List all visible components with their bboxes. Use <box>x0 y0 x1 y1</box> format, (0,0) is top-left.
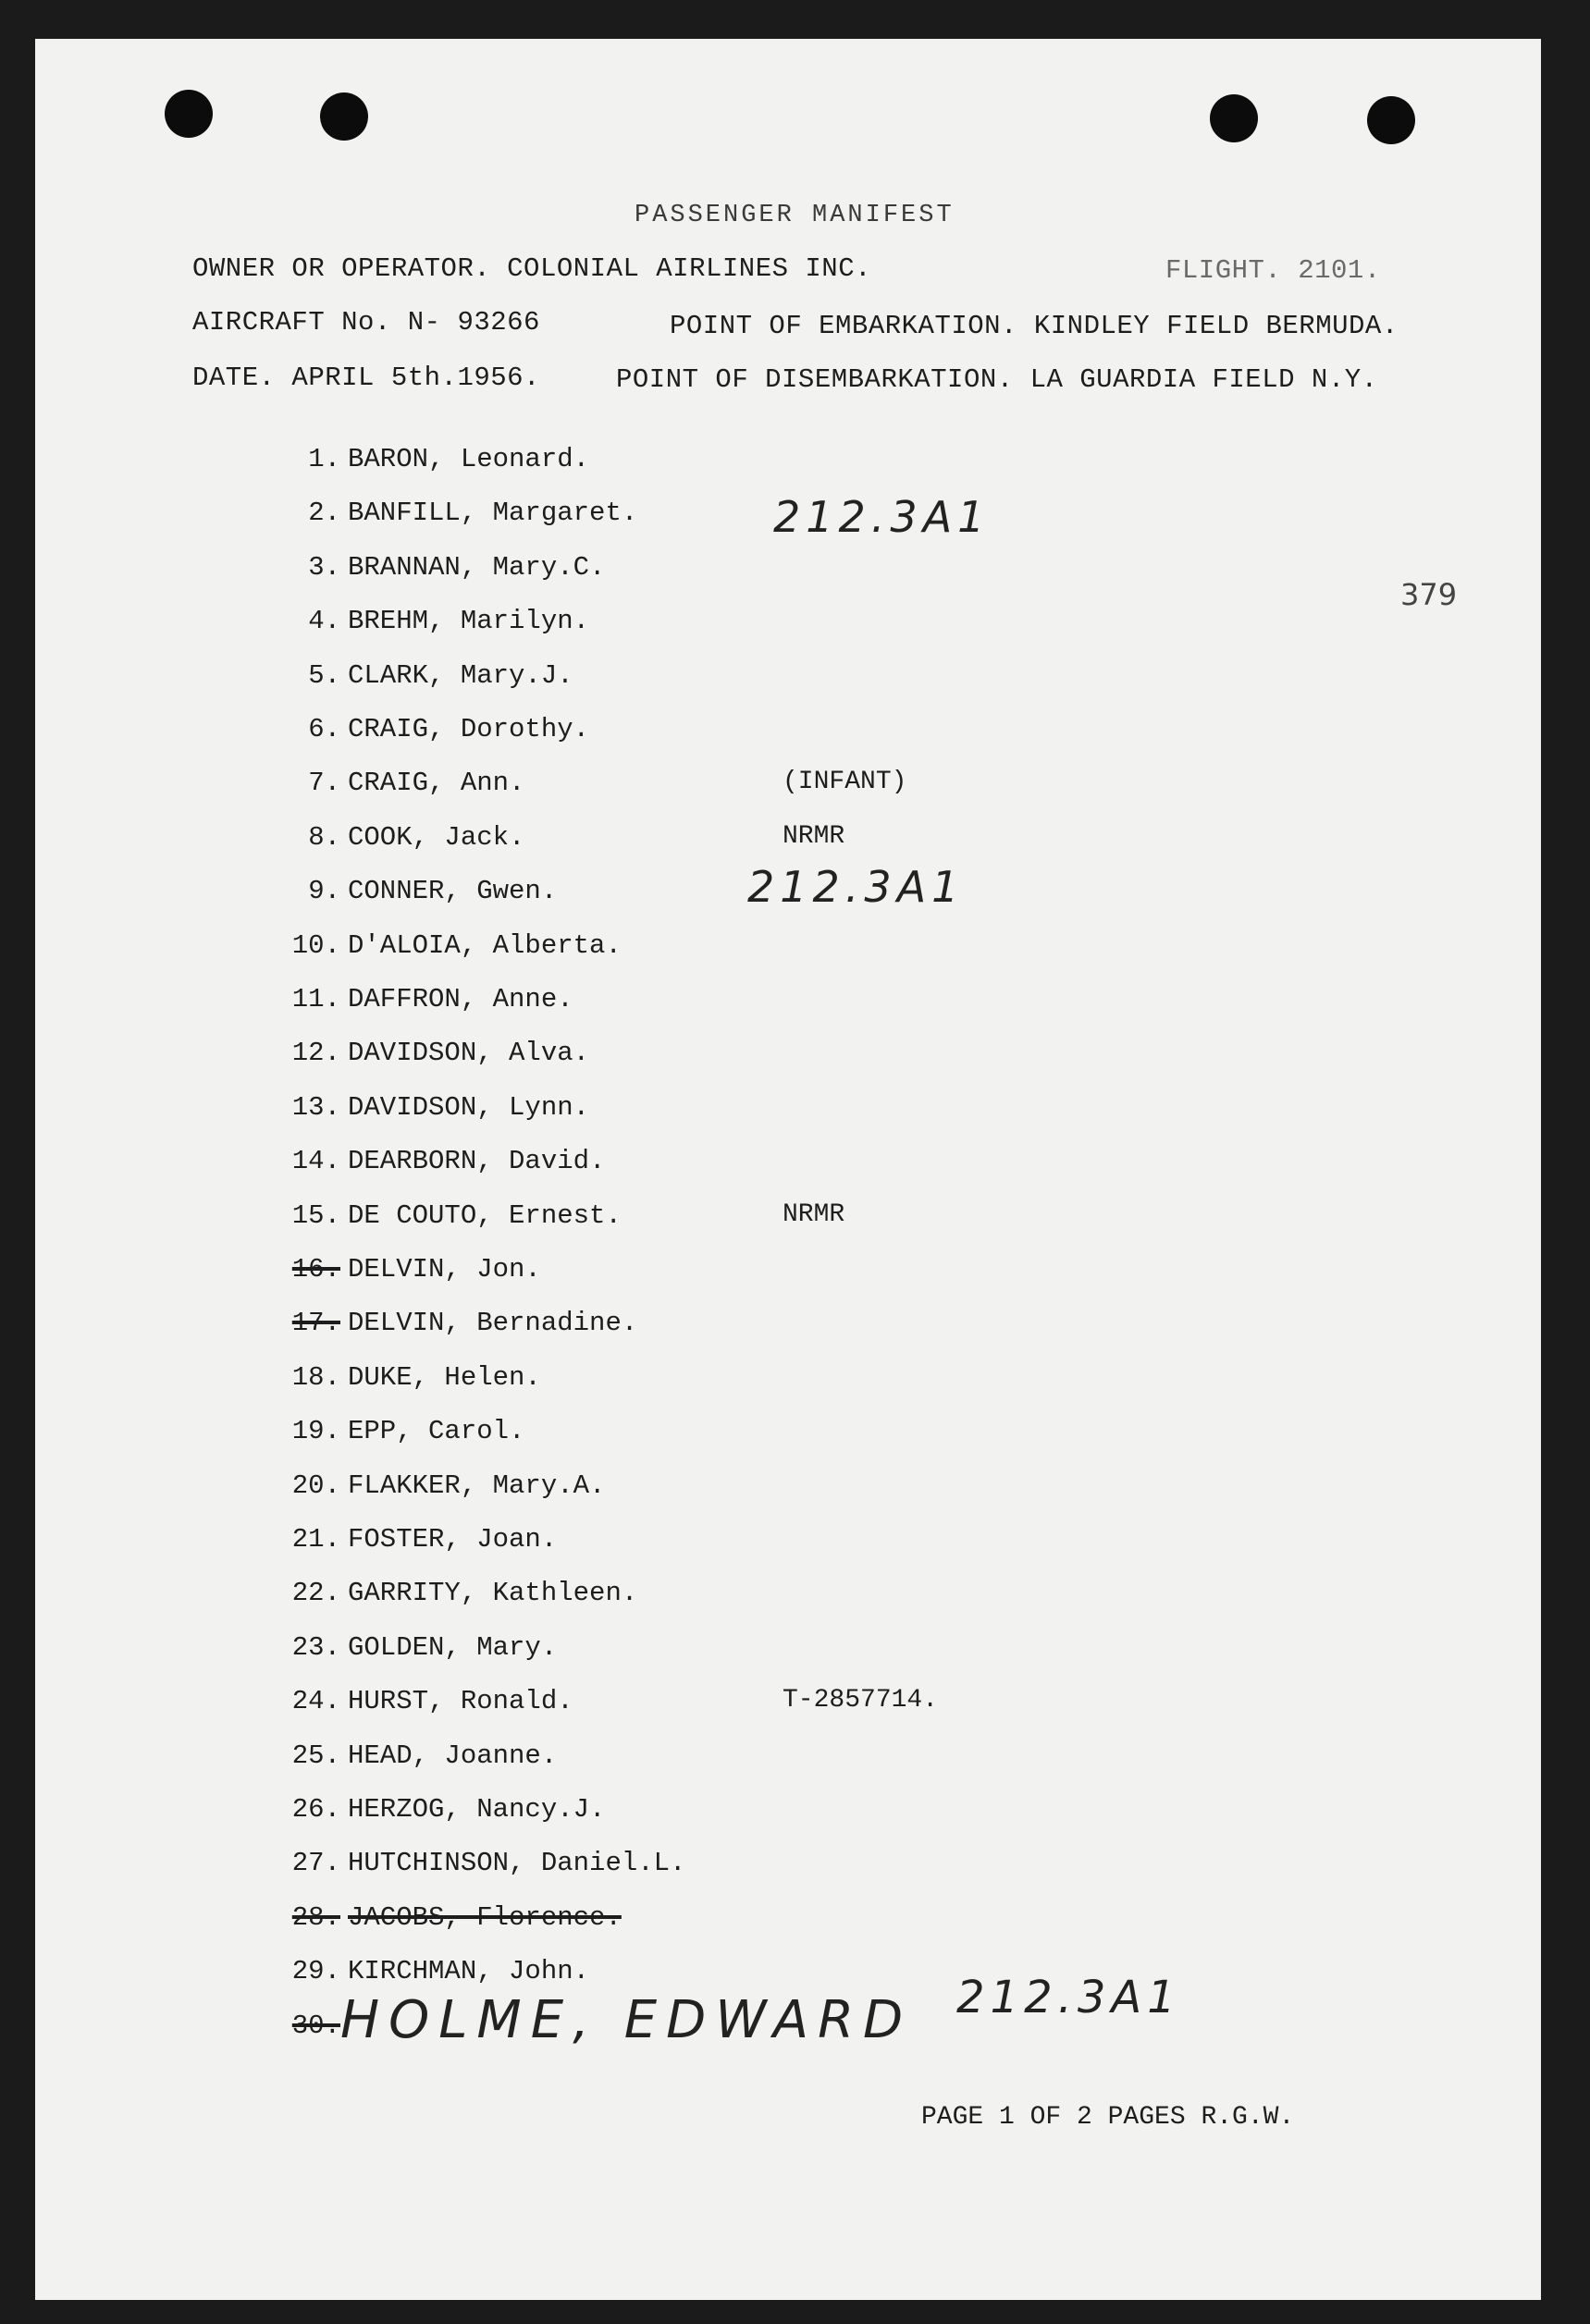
passenger-name: DAFFRON, Anne. <box>348 984 573 1014</box>
passenger-number: 29. <box>291 1956 340 1986</box>
passenger-number: 22. <box>291 1578 340 1608</box>
passenger-name: EPP, Carol. <box>348 1416 525 1446</box>
passenger-number: 3. <box>308 552 340 583</box>
handwritten-code: 212.3A1 <box>773 492 991 542</box>
passenger-name: CRAIG, Dorothy. <box>348 714 590 744</box>
passenger-number: 19. <box>291 1416 340 1446</box>
passenger-name: BREHM, Marilyn. <box>348 606 590 636</box>
point-of-disembarkation: POINT OF DISEMBARKATION. LA GUARDIA FIELD N.Y. <box>616 364 1378 395</box>
point-of-embarkation: POINT OF EMBARKATION. KINDLEY FIELD BERMUDA. <box>670 311 1399 341</box>
passenger-name: CRAIG, Ann. <box>348 768 525 798</box>
passenger-number: 24. <box>291 1686 340 1716</box>
passenger-note: (INFANT) <box>783 768 907 796</box>
passenger-name: DE COUTO, Ernest. <box>348 1200 622 1231</box>
passenger-number: 12. <box>291 1038 340 1068</box>
passenger-number: 10. <box>291 930 340 961</box>
passenger-name: BARON, Leonard. <box>348 444 590 474</box>
passenger-note: NRMR <box>783 1200 845 1229</box>
passenger-number: 27. <box>291 1848 340 1878</box>
passenger-number: 1. <box>308 444 340 474</box>
passenger-number: 14. <box>291 1146 340 1176</box>
punch-hole <box>1210 94 1258 142</box>
passenger-number: 30. <box>291 2010 340 2041</box>
passenger-name: HEAD, Joanne. <box>348 1740 558 1771</box>
passenger-number: 16. <box>291 1254 340 1285</box>
handwritten-code: 212.3A1 <box>956 1972 1181 2023</box>
passenger-name: HERZOG, Nancy.J. <box>348 1794 606 1825</box>
passenger-name: KIRCHMAN, John. <box>348 1956 590 1986</box>
page-number: 379 <box>1400 577 1458 612</box>
passenger-number: 11. <box>291 984 340 1014</box>
passenger-name: COOK, Jack. <box>348 822 525 853</box>
passenger-name: D'ALOIA, Alberta. <box>348 930 622 961</box>
passenger-number: 7. <box>308 768 340 798</box>
passenger-number: 25. <box>291 1740 340 1771</box>
passenger-name: GARRITY, Kathleen. <box>348 1578 638 1608</box>
passenger-name: DEARBORN, David. <box>348 1146 606 1176</box>
passenger-number: 9. <box>308 876 340 906</box>
passenger-name: HURST, Ronald. <box>348 1686 573 1716</box>
passenger-name: DAVIDSON, Alva. <box>348 1038 590 1068</box>
page-footer: PAGE 1 OF 2 PAGES R.G.W. <box>921 2103 1295 2132</box>
page-title: PASSENGER MANIFEST <box>635 202 955 229</box>
punch-hole <box>1367 96 1415 144</box>
passenger-name: GOLDEN, Mary. <box>348 1632 558 1663</box>
aircraft-number: AIRCRAFT No. N- 93266 <box>192 307 540 338</box>
owner-operator: OWNER OR OPERATOR. COLONIAL AIRLINES INC. <box>192 253 872 284</box>
passenger-number: 5. <box>308 660 340 691</box>
passenger-number: 21. <box>291 1524 340 1555</box>
passenger-number: 17. <box>291 1308 340 1338</box>
manifest-page <box>35 39 1541 2300</box>
passenger-number: 28. <box>291 1902 340 1933</box>
passenger-name: BANFILL, Margaret. <box>348 498 638 528</box>
passenger-number: 15. <box>291 1200 340 1231</box>
passenger-number: 26. <box>291 1794 340 1825</box>
passenger-number: 20. <box>291 1470 340 1501</box>
manifest-date: DATE. APRIL 5th.1956. <box>192 363 540 393</box>
passenger-name: FLAKKER, Mary.A. <box>348 1470 606 1501</box>
passenger-note: T-2857714. <box>783 1686 939 1715</box>
passenger-name: CONNER, Gwen. <box>348 876 558 906</box>
passenger-name: DAVIDSON, Lynn. <box>348 1092 590 1123</box>
passenger-name: CLARK, Mary.J. <box>348 660 573 691</box>
passenger-number: 13. <box>291 1092 340 1123</box>
handwritten-code: 212.3A1 <box>747 862 965 912</box>
punch-hole <box>165 90 213 138</box>
passenger-name: BRANNAN, Mary.C. <box>348 552 606 583</box>
flight-number: FLIGHT. 2101. <box>1165 255 1381 286</box>
passenger-number: 2. <box>308 498 340 528</box>
passenger-name: HUTCHINSON, Daniel.L. <box>348 1848 686 1878</box>
passenger-note: NRMR <box>783 822 845 851</box>
passenger-name: JACOBS, Florence. <box>348 1902 622 1933</box>
passenger-name: DELVIN, Bernadine. <box>348 1308 638 1338</box>
passenger-number: 4. <box>308 606 340 636</box>
passenger-number: 18. <box>291 1362 340 1393</box>
handwritten-added-passenger: HOLME, EDWARD <box>340 1990 913 2050</box>
passenger-name: DELVIN, Jon. <box>348 1254 541 1285</box>
passenger-number: 6. <box>308 714 340 744</box>
passenger-name: FOSTER, Joan. <box>348 1524 558 1555</box>
passenger-number: 23. <box>291 1632 340 1663</box>
passenger-name: DUKE, Helen. <box>348 1362 541 1393</box>
passenger-number: 8. <box>308 822 340 853</box>
punch-hole <box>320 92 368 141</box>
